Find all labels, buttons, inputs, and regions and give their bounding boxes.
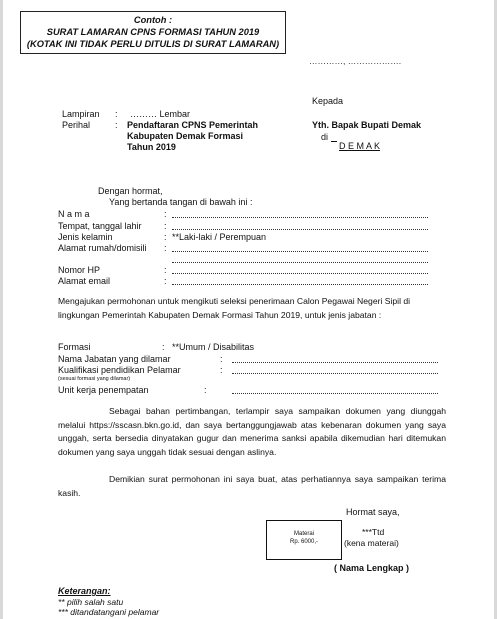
note-line-1: Contoh :	[133, 15, 173, 25]
job-label-formasi: Formasi	[58, 342, 91, 352]
perihal-line-3: Tahun 2019	[127, 142, 176, 152]
greeting: Dengan hormat,	[98, 186, 163, 196]
signature-ttd: ***Ttd	[362, 527, 385, 537]
perihal-label: Perihal	[62, 120, 91, 130]
recipient-line-1: Yth. Bapak Bupati Demak	[312, 120, 422, 130]
lampiran-value: ……… Lembar	[130, 109, 191, 119]
job-colon-unit: :	[204, 385, 207, 395]
field-line-ttl	[172, 229, 428, 230]
job-label-kualifikasi: Kualifikasi pendidikan Pelamar	[58, 365, 181, 375]
perihal-colon: :	[115, 120, 118, 130]
field-line-hp	[172, 273, 428, 274]
note-line-3: (KOTAK INI TIDAK PERLU DITULIS DI SURAT LAMARAN)	[26, 39, 280, 49]
field-colon-ttl: :	[164, 221, 167, 231]
apply-paragraph: Mengajukan permohonan untuk mengikuti seleksi penerimaan Calon Pegawai Negeri Sipil di lingkungan Pemerintah Kabupaten Demak Formasi Tahun 2019, untuk jenis jabatan :	[58, 296, 411, 320]
job-value-formasi: **Umum / Disabilitas	[172, 342, 255, 352]
field-label-alamat: Alamat rumah/domisili	[58, 243, 147, 253]
job-line-unit	[232, 393, 438, 394]
job-kualifikasi-sub: (sesuai formasi yang dilamar)	[58, 376, 131, 382]
lampiran-label: Lampiran	[62, 109, 100, 119]
place-date: …………, ……………….	[309, 56, 402, 66]
keterangan-item-2: *** ditandatangani pelamar	[58, 607, 160, 617]
consideration-paragraph: Sebagai bahan pertimbangan, terlampir saya sampaikan dokumen yang diunggah melalui https://sscasn.bkn.go.id, dan saya bertanggungjawab atas kebenaran dokumen yang saya unggah, serta bersedia dinyatakan gugur dan menerima sanksi apabila dikemudian hari ditemukan dokumen yang saya unggah tidak sesuai dengan aslinya.	[58, 406, 446, 457]
job-label-jabatan: Nama Jabatan yang dilamar	[58, 354, 171, 364]
field-value-jk: **Laki-laki / Perempuan	[172, 232, 267, 242]
closing-paragraph: Demikian surat permohonan ini saya buat, atas perhatiannya saya sampaikan terima kasih.	[58, 474, 446, 498]
field-colon-alamat: :	[164, 243, 167, 253]
field-line-nama	[172, 217, 428, 218]
signature-ttd-note: (kena materai)	[344, 538, 399, 548]
field-colon-email: :	[164, 276, 167, 286]
recipient-di-underline	[331, 141, 337, 142]
field-label-nama: N a m a	[58, 209, 90, 219]
field-label-email: Alamat email	[58, 276, 111, 286]
lampiran-colon: :	[115, 109, 118, 119]
field-label-ttl: Tempat, tanggal lahir	[58, 221, 142, 231]
field-line-alamat-2	[172, 262, 428, 263]
field-line-alamat-1	[172, 251, 428, 252]
intro-text: Yang bertanda tangan di bawah ini :	[109, 197, 253, 207]
job-label-unit: Unit kerja penempatan	[58, 385, 149, 395]
keterangan-item-1: ** pilih salah satu	[58, 597, 124, 607]
field-line-email	[172, 284, 428, 285]
stamp-line-1: Materai	[293, 531, 314, 537]
signature-name: ( Nama Lengkap )	[334, 563, 410, 573]
job-line-jabatan	[232, 362, 438, 363]
field-colon-jk: :	[164, 232, 167, 242]
kepada-label: Kepada	[312, 96, 344, 106]
job-colon-formasi: :	[162, 342, 165, 352]
field-label-hp: Nomor HP	[58, 265, 101, 275]
keterangan-title: Keterangan:	[58, 586, 111, 596]
recipient-di: di	[321, 132, 329, 142]
example-note-box	[20, 11, 286, 54]
stamp-box	[266, 520, 342, 560]
field-label-jk: Jenis kelamin	[58, 232, 113, 242]
field-colon-hp: :	[164, 265, 167, 275]
job-line-kualifikasi	[232, 373, 438, 374]
perihal-line-2: Kabupaten Demak Formasi	[127, 131, 244, 141]
job-colon-jabatan: :	[220, 354, 223, 364]
note-line-2: SURAT LAMARAN CPNS FORMASI TAHUN 2019	[46, 27, 260, 37]
job-colon-kualifikasi: :	[220, 365, 223, 375]
field-colon-nama: :	[164, 209, 167, 219]
recipient-line-3: D E M A K	[339, 141, 381, 151]
stamp-line-2: Rp. 6000,-	[289, 539, 319, 545]
signature-hormat: Hormat saya,	[346, 507, 400, 517]
page-left-edge	[0, 0, 3, 619]
perihal-line-1: Pendaftaran CPNS Pemerintah	[127, 120, 259, 130]
